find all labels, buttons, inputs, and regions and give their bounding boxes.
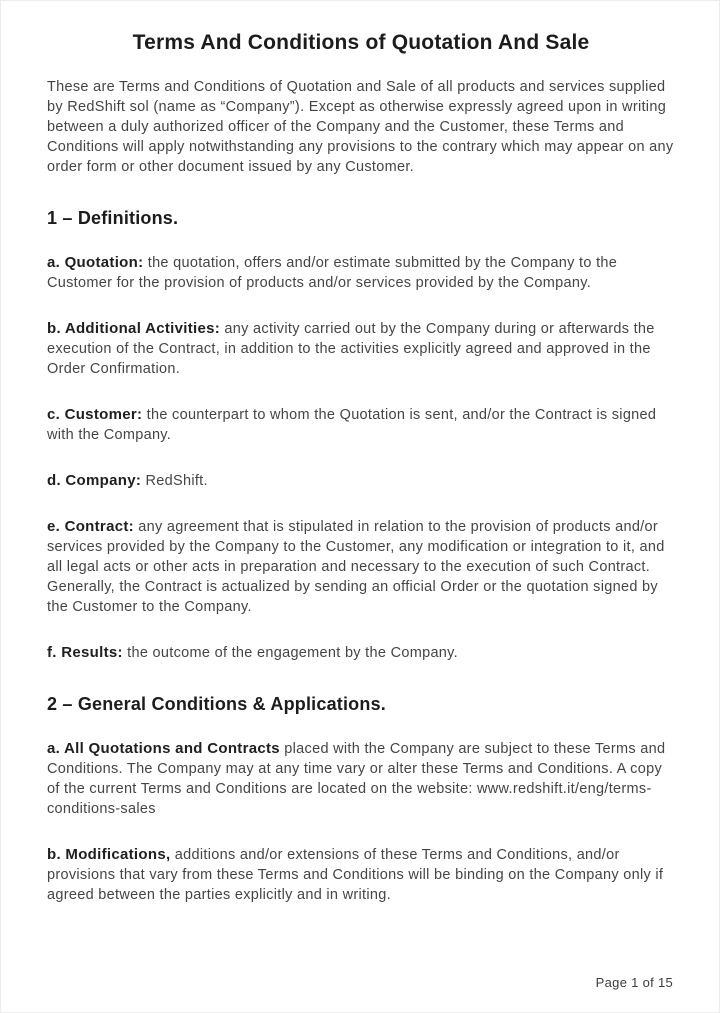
page-number: Page 1 of 15 bbox=[595, 975, 673, 990]
definition-item-quotation bbox=[47, 253, 675, 293]
section-heading-definitions: 1 – Definitions. bbox=[47, 208, 179, 228]
term-lead-results: f. Results: bbox=[47, 644, 123, 661]
term-lead-customer: c. Customer: bbox=[47, 406, 143, 423]
definition-item-additional-activities bbox=[47, 319, 675, 379]
intro-paragraph: These are Terms and Conditions of Quotation and Sale of all products and services supplied by RedShift sol (name as “Company”). Except as otherwise expressly agreed upon in writing between a duly authorized officer of the Company and the Customer, these Terms and Conditions will apply notwithstanding any provisions to the contrary which may appear on any order form or other document issued by any Customer. bbox=[47, 79, 674, 175]
clause-text-modifications: additions and/or extensions of these Terms and Conditions, and/or provisions that vary from these Terms and Conditions will be binding on the Company only if agreed between the parties explicitly and in writing. bbox=[47, 847, 664, 903]
term-text-company: RedShift. bbox=[145, 473, 208, 489]
section-heading-general-conditions: 2 – General Conditions & Applications. bbox=[47, 694, 386, 714]
clause-item-quotations-contracts bbox=[47, 739, 675, 819]
clause-lead-quotations-contracts: a. All Quotations and Contracts bbox=[47, 740, 280, 757]
term-lead-additional-activities: b. Additional Activities: bbox=[47, 320, 221, 337]
page-footer bbox=[596, 975, 673, 990]
term-lead-contract: e. Contract: bbox=[47, 518, 134, 535]
term-text-contract: any agreement that is stipulated in relation to the provision of products and/or services provided by the Company to the Customer, any modification or integration to it, and all legal acts or other acts in preparation and necessary to the execution of such Contract. Generally, the Contract is actualized by sending an official Order or the quotation signed by the Customer to the Company. bbox=[47, 519, 665, 615]
definition-item-customer bbox=[47, 405, 675, 445]
definition-item-company bbox=[47, 471, 675, 491]
clause-text-quotations-contracts: placed with the Company are subject to these Terms and Conditions. The Company may at any time vary or alter these Terms and Conditions. A copy of the current Terms and Conditions are located on the website: www.redshift.it/eng/terms-conditions-sales bbox=[47, 741, 666, 817]
term-text-quotation: the quotation, offers and/or estimate submitted by the Company to the Customer for the provision of products and/or services provided by the Company. bbox=[47, 255, 618, 291]
term-text-customer: the counterpart to whom the Quotation is sent, and/or the Contract is signed with the Company. bbox=[47, 407, 657, 443]
clause-item-modifications bbox=[47, 845, 675, 905]
term-lead-quotation: a. Quotation: bbox=[47, 254, 144, 271]
term-lead-company: d. Company: bbox=[47, 472, 142, 489]
page-title: Terms And Conditions of Quotation And Sale bbox=[132, 31, 590, 54]
definition-item-results bbox=[47, 643, 675, 663]
term-text-results: the outcome of the engagement by the Company. bbox=[127, 645, 458, 661]
term-text-additional-activities: any activity carried out by the Company during or afterwards the execution of the Contract, in addition to the activities explicitly agreed and approved in the Order Confirmation. bbox=[47, 321, 655, 377]
clause-lead-modifications: b. Modifications, bbox=[47, 846, 171, 863]
definition-item-contract bbox=[47, 517, 675, 617]
